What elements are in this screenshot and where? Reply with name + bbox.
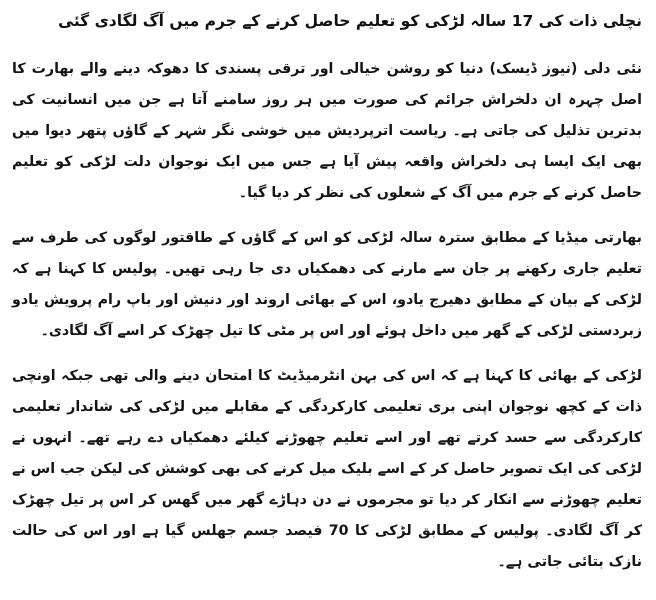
article-headline: نچلی ذات کی 17 سالہ لڑکی کو تعلیم حاصل کرنے کے جرم میں آگ لگادی گئی [58,12,642,30]
news-article [12,6,642,600]
article-paragraph-2: بھارتی میڈیا کے مطابق سترہ سالہ لڑکی کو اس کے گاؤں کے طاقتور لوگوں کی طرف سے تعلیم جاری رکھنے پر جان سے مارنے کی دھمکیاں دی جا رہی تھیں۔ پولیس کا کہنا ہے کہ لڑکی کے بیان کے مطابق دھیرج یادو، اس کے بھائی اروند اور دنیش اور باپ رام پرویش یادو زبردستی لڑکی کے گھر میں داخل ہوئے اور اس پر مٹی کا تیل چھڑک کر اسے آگ لگادی۔ [12,230,642,339]
article-paragraph-3: لڑکی کے بھائی کا کہنا ہے کہ اس کی بہن انٹرمیڈیٹ کا امتحان دینے والی تھی جبکہ اونچی ذات کے کچھ نوجوان اپنی بری تعلیمی کارکردگی کے مقابلے میں لڑکی کی شاندار تعلیمی کارکردگی سے حسد کرتے تھے اور اسے تعلیم چھوڑنے کیلئے دھمکیاں دے رہے تھے۔ انہوں نے لڑکی کی ایک تصویر حاصل کر کے اسے بلیک میل کرنے کی بھی کوشش کی لیکن جب اس نے تعلیم چھوڑنے سے انکار کر دیا تو مجرموں نے دن دہاڑے گھر میں گھس کر اس پر تیل چھڑک کر آگ لگادی۔ پولیس کے مطابق لڑکی کا 70 فیصد جسم جھلس گیا ہے اور اس کی حالت نازک بتائی جاتی ہے۔ [12,368,642,570]
article-paragraph-1: نئی دلی (نیوز ڈیسک) دنیا کو روشن خیالی اور ترقی پسندی کا دھوکہ دینے والے بھارت کا اصل چہرہ ان دلخراش جرائم کی صورت میں ہر روز سامنے آتا ہے جن میں انسانیت کی بدترین تذلیل کی جاتی ہے۔ ریاست اترپردیش میں خوشی نگر شہر کے گاؤں پتھر دیوا میں بھی ایک ایسا ہی دلخراش واقعہ پیش آیا ہے جس میں ایک نوجوان دلت لڑکی کو تعلیم حاصل کرنے کے جرم میں آگ کے شعلوں کی نظر کر دیا گیا۔ [12,61,642,201]
